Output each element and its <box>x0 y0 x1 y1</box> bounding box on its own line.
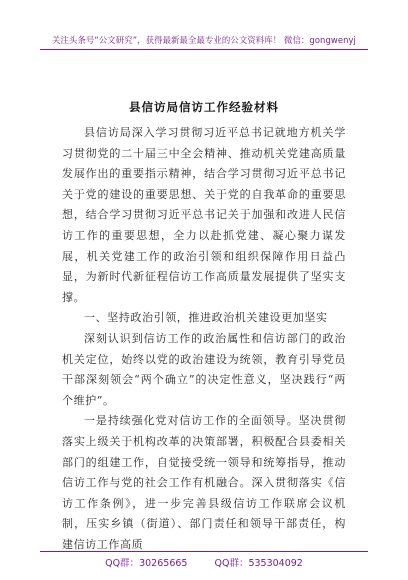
paragraph-party-leadership: 一是持续强化党对信访工作的全面领导。坚决贯彻落实上级关于机构改革的决策部署，积极配合县委相关部门的组建工作，自觉接受统一领导和统筹指导，推动信访工作与党的社会工作有机融合。深入贯彻落实《信访工作条例》，进一步完善县级信访工作联席会议机制，压实乡镇（街道）、部门责任和领导干部责任，构建信访工作高质 <box>62 414 346 551</box>
paragraph-political-positioning: 深刻认识到信访工作的政治属性和信访部门的政治机关定位，始终以党的政治建设为统领，教育引导党员干部深刻领会“两个确立”的决定性意义，坚决践行“两个维护”。 <box>62 331 346 407</box>
footer-qq-group-1: QQ群：30265665 <box>105 558 188 569</box>
document-body <box>62 123 346 555</box>
document-title: 县信访局信访工作经验材料 <box>129 100 279 114</box>
header-banner: 关注头条号“公文研究”，获得最新最全最专业的公文资料库！ 微信：gongwenyj <box>52 35 356 45</box>
section-heading: 一、坚持政治引领，推进政治机关建设更加坚实 <box>84 311 328 325</box>
paragraph-intro: 县信访局深入学习贯彻习近平总书记就地方机关学习贯彻党的二十届三中全会精神、推动机关党建高质量发展作出的重要指示精神，结合学习贯彻习近平总书记关于党的建设的重要思想、关于党的自我革命的重要思想，结合学习贯彻习近平总书记关于加强和改进人民信访工作的重要思想，全力以赴抓党建、凝心聚力谋发展，机关党建工作的政治引领和组织保障作用日益凸显，为新时代新征程信访工作高质量发展提供了坚实支撑。 <box>62 126 346 304</box>
header-divider <box>40 49 368 50</box>
footer-divider <box>40 551 368 552</box>
footer-qq-group-2: QQ群：535304092 <box>214 558 303 569</box>
footer <box>0 555 408 569</box>
